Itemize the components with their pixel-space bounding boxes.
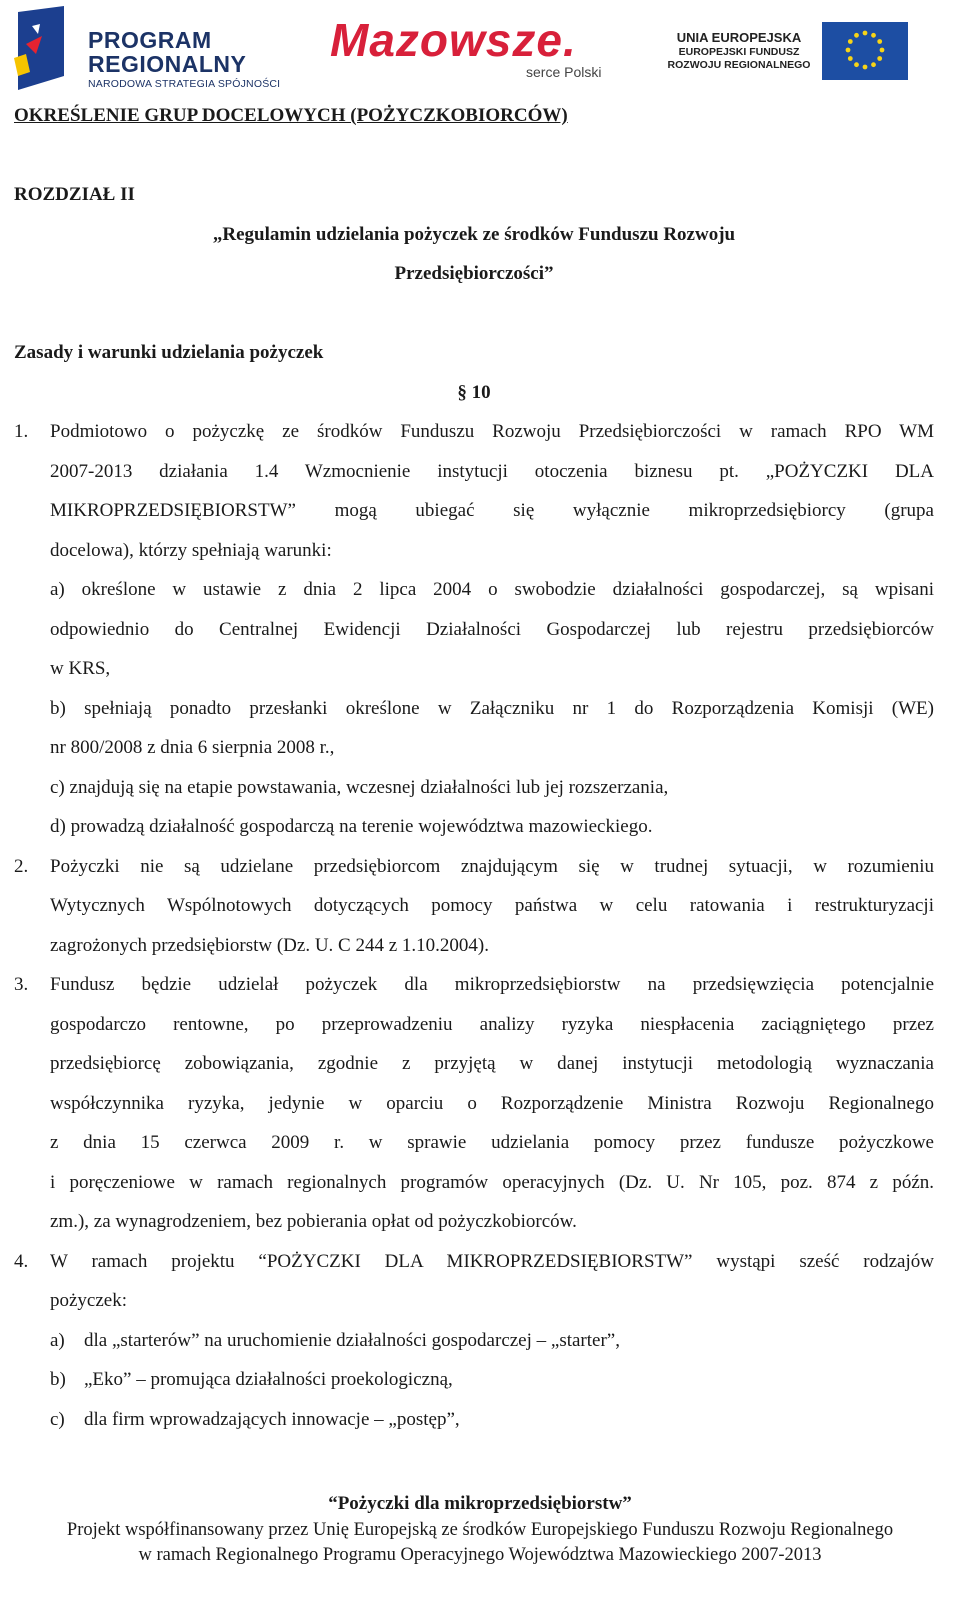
list-item bbox=[50, 1321, 934, 1361]
list-item bbox=[50, 1360, 934, 1400]
text-line: Podmiotowo o pożyczkę ze środków Funduszu Rozwoju Przedsiębiorczości w ramach RPO WM bbox=[50, 421, 934, 442]
eu-line1: UNIA EUROPEJSKA bbox=[676, 30, 802, 45]
point-number: 4. bbox=[14, 1250, 29, 1272]
pr-subtitle: NARODOWA STRATEGIA SPÓJNOŚCI bbox=[88, 78, 281, 90]
chapter-title: ROZDZIAŁ II bbox=[14, 184, 135, 205]
text-line: Pożyczki nie są udzielane przedsiębiorcom znajdującym się w trudnej sytuacji, w rozumieniu bbox=[50, 855, 934, 877]
mazowsze-tagline: serce Polski bbox=[526, 64, 602, 80]
subpoint-b-line: b) spełniają ponadto przesłanki określone w Załączniku nr 1 do Rozporządzenia Komisji (WE) bbox=[50, 697, 934, 719]
text-line: współczynnika ryzyka, jedynie w oparciu o Rozporządzenie Ministra Rozwoju Regionalnego bbox=[50, 1092, 934, 1114]
eu-text bbox=[664, 30, 814, 72]
subpoint-c: c) znajdują się na etapie powstawania, wczesnej działalności lub jej rozszerzania, bbox=[50, 776, 669, 798]
text-line: Wytycznych Wspólnotowych dotyczących pomocy państwa w celu ratowania i restrukturyzacji bbox=[50, 895, 934, 916]
text-line: MIKROPRZEDSIĘBIORSTW” mogą ubiegać się wyłącznie mikroprzedsiębiorcy (grupa bbox=[50, 500, 934, 521]
spacer bbox=[14, 294, 934, 334]
text-line: z dnia 15 czerwca 2009 r. w sprawie udzielania pomocy przez fundusze pożyczkowe bbox=[50, 1132, 934, 1153]
spacer bbox=[14, 136, 934, 176]
program-regionalny-emblem-icon bbox=[12, 6, 72, 92]
subpoint-a-line: odpowiednio do Centralnej Ewidencji Działalności Gospodarczej lub rejestru przedsiębiorców bbox=[50, 618, 934, 640]
text-line: W ramach projektu “POŻYCZKI DLA MIKROPRZEDSIĘBIORSTW” wystąpi sześć rodzajów bbox=[50, 1250, 934, 1272]
page-footer bbox=[0, 1490, 960, 1568]
list-item-text: dla firm wprowadzających innowacje – „postęp”, bbox=[84, 1408, 460, 1430]
eu-flag-icon bbox=[822, 22, 908, 80]
footer-line2: w ramach Regionalnego Programu Operacyjnego Województwa Mazowieckiego 2007-2013 bbox=[138, 1545, 822, 1565]
footer-title: “Pożyczki dla mikroprzedsiębiorstw” bbox=[328, 1493, 632, 1514]
list-item-label: c) bbox=[50, 1408, 65, 1430]
eu-logo bbox=[664, 20, 954, 84]
point-4 bbox=[14, 1242, 934, 1440]
text-line: docelowa), którzy spełniają warunki: bbox=[50, 539, 332, 561]
point-1 bbox=[14, 412, 934, 847]
doc-heading: OKREŚLENIE GRUP DOCELOWYCH (POŻYCZKOBIORCÓW) bbox=[14, 105, 568, 126]
subpoint-a-line: w KRS, bbox=[50, 658, 111, 679]
text-line: gospodarczo rentowne, po przeprowadzeniu analizy ryzyka niespłacenia zaciągniętego przez bbox=[50, 1013, 934, 1035]
eu-line2: EUROPEJSKI FUNDUSZ bbox=[678, 46, 800, 58]
section-title: Zasady i warunki udzielania pożyczek bbox=[14, 342, 324, 363]
text-line: zm.), za wynagrodzeniem, bez pobierania opłat od pożyczkobiorców. bbox=[50, 1211, 577, 1232]
eu-line3: ROZWOJU REGIONALNEGO bbox=[667, 59, 811, 71]
regulamin-title-line1: „Regulamin udzielania pożyczek ze środków Funduszu Rozwoju bbox=[212, 223, 736, 245]
point-number: 3. bbox=[14, 974, 29, 995]
point-number: 2. bbox=[14, 855, 29, 877]
program-regionalny-text bbox=[88, 28, 280, 92]
page-header bbox=[0, 0, 960, 100]
text-line: pożyczek: bbox=[50, 1290, 128, 1311]
pr-line2: REGIONALNY bbox=[88, 51, 247, 77]
point-2 bbox=[14, 847, 934, 966]
text-line: Fundusz będzie udzielał pożyczek dla mikroprzedsiębiorstw na przedsięwzięcia potencjalnie bbox=[50, 974, 934, 995]
regulamin-title-line2: Przedsiębiorczości” bbox=[394, 263, 554, 284]
eu-stars-icon bbox=[822, 22, 908, 80]
subpoint-b-line: nr 800/2008 z dnia 6 sierpnia 2008 r., bbox=[50, 737, 335, 758]
list-item-label: b) bbox=[50, 1369, 66, 1390]
subpoint-d: d) prowadzą działalność gospodarczą na terenie województwa mazowieckiego. bbox=[50, 816, 653, 837]
point-3 bbox=[14, 965, 934, 1242]
list-item-text: „Eko” – promująca działalności proekologiczną, bbox=[84, 1369, 453, 1390]
paragraph-sign: § 10 bbox=[457, 381, 491, 403]
pr-line1: PROGRAM bbox=[88, 27, 212, 53]
text-line: 2007-2013 działania 1.4 Wzmocnienie instytucji otoczenia biznesu pt. „POŻYCZKI DLA bbox=[50, 460, 934, 482]
list-item-label: a) bbox=[50, 1329, 65, 1351]
mazowsze-wordmark: Mazowsze. bbox=[330, 14, 577, 66]
mazowsze-logo bbox=[330, 14, 630, 94]
text-line: i poręczeniowe w ramach regionalnych programów operacyjnych (Dz. U. Nr 105, poz. 874 z późn. bbox=[50, 1171, 934, 1193]
point-number: 1. bbox=[14, 421, 29, 442]
text-line: zagrożonych przedsiębiorstw (Dz. U. C 244 z 1.10.2004). bbox=[50, 934, 489, 956]
subpoint-a-line: a) określone w ustawie z dnia 2 lipca 2004 o swobodzie działalności gospodarczej, są wpisani bbox=[50, 579, 934, 600]
program-regionalny-logo bbox=[12, 6, 292, 96]
list-item bbox=[50, 1400, 934, 1440]
footer-line1: Projekt współfinansowany przez Unię Europejską ze środków Europejskiego Funduszu Rozwoju Regionalnego bbox=[66, 1520, 894, 1540]
document-body bbox=[14, 96, 934, 1439]
text-line: przedsiębiorcę zobowiązania, zgodnie z przyjętą w danej instytucji metodologią wyznaczania bbox=[50, 1053, 934, 1074]
list-item-text: dla „starterów” na uruchomienie działalności gospodarczej – „starter”, bbox=[84, 1329, 620, 1351]
